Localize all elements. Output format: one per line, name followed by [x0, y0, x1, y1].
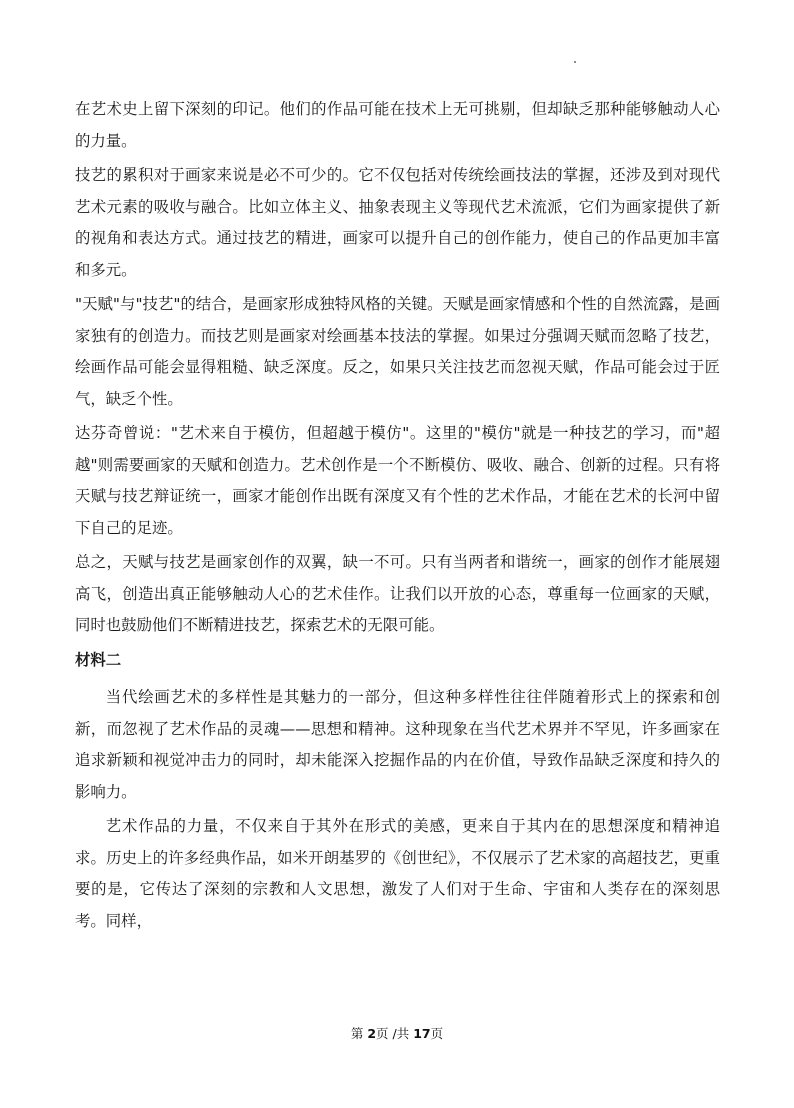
total-page-number: 17	[413, 1026, 431, 1041]
footer-suffix: 页	[430, 1026, 444, 1041]
current-page-number: 2	[367, 1026, 377, 1041]
section-title: 材料二	[75, 650, 122, 669]
paragraph: 技艺的累积对于画家来说是必不可少的。它不仅包括对传统绘画技法的掌握，还涉及到对现代艺术元素的吸收与融合。比如立体主义、抽象表现主义等现代艺术流派，它们为画家提供了新的视角和表达方式。通过技艺的精进，画家可以提升自己的创作能力，使自己的作品更加丰富和多元。	[75, 166, 720, 279]
paragraph: 艺术作品的力量，不仅来自于其外在形式的美感，更来自于其内在的思想深度和精神追求。历史上的许多经典作品，如米开朗基罗的《创世纪》，不仅展示了艺术家的高超技艺，更重要的是，它传达了深刻的宗教和人文思想，激发了人们对于生命、宇宙和人类存在的深刻思考。同样，	[75, 817, 720, 930]
paragraph: 总之，天赋与技艺是画家创作的双翼，缺一不可。只有当两者和谐统一，画家的创作才能展翅高飞，创造出真正能够触动人心的艺术佳作。让我们以开放的心态，尊重每一位画家的天赋，同时也鼓励他们不断精进技艺，探索艺术的无限可能。	[75, 553, 720, 634]
body-text	[75, 94, 720, 937]
page-footer	[0, 1024, 794, 1042]
scan-dot	[574, 61, 576, 63]
paragraph: 在艺术史上留下深刻的印记。他们的作品可能在技术上无可挑剔，但却缺乏那种能够触动人心的力量。	[75, 100, 720, 150]
paragraph: "天赋"与"技艺"的结合，是画家形成独特风格的关键。天赋是画家情感和个性的自然流露，是画家独有的创造力。而技艺则是画家对绘画基本技法的掌握。如果过分强调天赋而忽略了技艺，绘画作品可能会显得粗糙、缺乏深度。反之，如果只关注技艺而忽视天赋，作品可能会过于匠气，缺乏个性。	[75, 295, 720, 408]
footer-middle: 页 /共	[376, 1026, 414, 1041]
paragraph: 当代绘画艺术的多样性是其魅力的一部分，但这种多样性往往伴随着形式上的探索和创新，而忽视了艺术作品的灵魂——思想和精神。这种现象在当代艺术界并不罕见，许多画家在追求新颖和视觉冲击力的同时，却未能深入挖掘作品的内在价值，导致作品缺乏深度和持久的影响力。	[75, 688, 720, 801]
paragraph: 达芬奇曾说："艺术来自于模仿，但超越于模仿"。这里的"模仿"就是一种技艺的学习，而"超越"则需要画家的天赋和创造力。艺术创作是一个不断模仿、吸收、融合、创新的过程。只有将天赋与技艺辩证统一，画家才能创作出既有深度又有个性的艺术作品，才能在艺术的长河中留下自己的足迹。	[75, 424, 720, 537]
footer-prefix: 第	[350, 1026, 368, 1041]
